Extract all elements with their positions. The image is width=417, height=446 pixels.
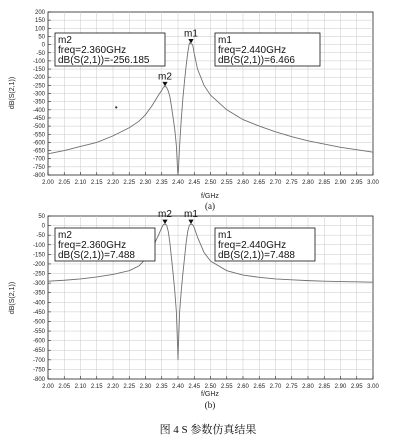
- x-tick-label: 2.75: [285, 180, 298, 186]
- marker-box-m2-b: [55, 228, 155, 261]
- x-tick-label: 2.65: [253, 180, 266, 186]
- x-tick-label: 2.90: [334, 384, 347, 390]
- y-tick-label: -250: [32, 83, 45, 90]
- x-tick-label: 2.35: [155, 384, 168, 390]
- x-tick-label: 2.40: [172, 180, 184, 186]
- marker-box-m2-a: [55, 33, 165, 66]
- x-tick-label: 2.55: [220, 180, 233, 186]
- x-tick-label: 2.60: [237, 180, 249, 186]
- y-tick-label: -400: [32, 300, 45, 307]
- x-tick-label: 2.55: [220, 384, 233, 390]
- x-tick-label: 2.10: [74, 384, 87, 390]
- x-tick-label: 2.50: [204, 180, 217, 186]
- x-tick-label: 2.75: [285, 384, 298, 390]
- y-tick-label: -100: [32, 58, 45, 65]
- marker-name-m1-a: m1: [218, 35, 232, 46]
- y-tick-label: -500: [32, 319, 45, 326]
- y-tick-label: -350: [32, 290, 45, 297]
- marker-label-m2: m2: [158, 71, 172, 83]
- y-tick-label: -300: [32, 91, 45, 98]
- y-tick-label: -500: [32, 124, 45, 131]
- x-tick-label: 2.15: [90, 180, 103, 186]
- x-tick-label: 2.85: [318, 384, 331, 390]
- marker-name-m2-b: m2: [58, 230, 72, 241]
- y-tick-label: -450: [32, 115, 45, 122]
- marker-box-m1-b: [215, 228, 315, 261]
- x-tick-label: 2.70: [269, 384, 282, 390]
- y-tick-label: -300: [32, 281, 45, 288]
- x-tick-label: 2.05: [58, 180, 71, 186]
- x-tick-label: 2.65: [253, 384, 266, 390]
- y-tick-label: -250: [32, 271, 45, 278]
- x-tick-label: 2.00: [42, 384, 54, 390]
- marker-freq-m1-a: freq=2.440GHz: [218, 45, 287, 56]
- x-tick-label: 2.20: [107, 384, 119, 390]
- marker-box-m1-a: [215, 33, 320, 66]
- y-axis-label-b: dB(S(2,1)): [9, 281, 16, 315]
- y-tick-label: -600: [32, 338, 45, 345]
- marker-value-m1-b: dB(S(2,1))=7.488: [218, 250, 295, 261]
- y-tick-label: -450: [32, 309, 45, 316]
- y-tick-label: -100: [32, 242, 45, 249]
- x-tick-label: 2.85: [318, 180, 331, 186]
- x-tick-labels-a: [42, 180, 379, 186]
- x-tick-label: 2.15: [90, 384, 103, 390]
- y-tick-label: -800: [32, 377, 45, 383]
- marker-name-m1-b: m1: [218, 230, 232, 241]
- stray-data-point: [115, 106, 117, 108]
- x-tick-label: 2.30: [139, 384, 152, 390]
- y-tick-label: -200: [32, 75, 45, 82]
- marker-label-m1: m1: [184, 209, 198, 221]
- x-tick-label: 2.45: [188, 384, 201, 390]
- marker-value-m2-a: dB(S(2,1))=-256.185: [58, 55, 150, 66]
- y-tick-label: -550: [32, 329, 45, 336]
- y-tick-label: -50: [36, 233, 45, 240]
- panel-label-a: (a): [205, 201, 215, 211]
- marker-name-m2-a: m2: [58, 35, 72, 46]
- x-tick-label: 2.70: [269, 180, 282, 186]
- y-tick-label: 50: [38, 34, 45, 41]
- marker-freq-m2-a: freq=2.360GHz: [58, 45, 127, 56]
- x-tick-label: 2.50: [204, 384, 217, 390]
- x-tick-label: 2.00: [42, 180, 54, 186]
- y-tick-label: -750: [32, 164, 45, 171]
- x-tick-label: 2.80: [302, 180, 314, 186]
- x-tick-label: 2.10: [74, 180, 87, 186]
- x-tick-label: 2.30: [139, 180, 152, 186]
- x-tick-label: 3.00: [367, 180, 379, 186]
- x-tick-label: 2.45: [188, 180, 201, 186]
- x-tick-labels-b: [42, 384, 379, 390]
- y-tick-label: -200: [32, 261, 45, 268]
- x-tick-label: 2.25: [123, 384, 136, 390]
- figure-caption: 图 4 S 参数仿真结果: [159, 424, 257, 436]
- y-tick-label: 100: [34, 26, 45, 33]
- y-tick-label: 150: [34, 18, 45, 25]
- marker-label-m1: m1: [184, 28, 198, 40]
- x-axis-label-b: f/GHz: [201, 391, 219, 398]
- marker-value-m1-a: dB(S(2,1))=6.466: [218, 55, 295, 66]
- y-tick-label: -150: [32, 252, 45, 259]
- x-tick-label: 2.90: [334, 180, 347, 186]
- y-tick-label: -700: [32, 357, 45, 364]
- y-tick-label: 0: [41, 223, 45, 230]
- marker-label-m2: m2: [158, 209, 172, 221]
- x-tick-label: 2.05: [58, 384, 71, 390]
- panel-label-b: (b): [204, 400, 216, 410]
- y-tick-label: 50: [38, 214, 45, 220]
- x-tick-label: 2.95: [350, 180, 363, 186]
- y-tick-label: -550: [32, 132, 45, 139]
- y-tick-label: -750: [32, 367, 45, 374]
- y-tick-label: 0: [41, 42, 45, 49]
- y-axis-label-a: dB(S(2,1)): [9, 76, 16, 110]
- marker-value-m2-b: dB(S(2,1))=7.488: [58, 250, 135, 261]
- x-tick-label: 2.95: [350, 384, 363, 390]
- x-tick-label: 2.20: [107, 180, 119, 186]
- y-tick-label: -350: [32, 99, 45, 106]
- marker-freq-m1-b: freq=2.440GHz: [218, 240, 287, 251]
- x-axis-label-a: f/GHz: [201, 193, 219, 200]
- x-tick-label: 2.25: [123, 180, 136, 186]
- y-tick-label: -700: [32, 156, 45, 163]
- y-tick-label: -150: [32, 67, 45, 74]
- y-tick-label: -50: [36, 50, 45, 57]
- y-tick-label: 200: [34, 10, 45, 16]
- y-tick-label: -600: [32, 140, 45, 147]
- y-tick-label: -650: [32, 348, 45, 355]
- x-tick-label: 2.35: [155, 180, 168, 186]
- y-tick-label: -400: [32, 107, 45, 114]
- x-tick-label: 2.80: [302, 384, 314, 390]
- x-tick-label: 2.40: [172, 384, 184, 390]
- marker-freq-m2-b: freq=2.360GHz: [58, 240, 127, 251]
- y-tick-label: -650: [32, 148, 45, 155]
- y-tick-label: -800: [32, 173, 45, 179]
- x-tick-label: 3.00: [367, 384, 379, 390]
- x-tick-label: 2.60: [237, 384, 249, 390]
